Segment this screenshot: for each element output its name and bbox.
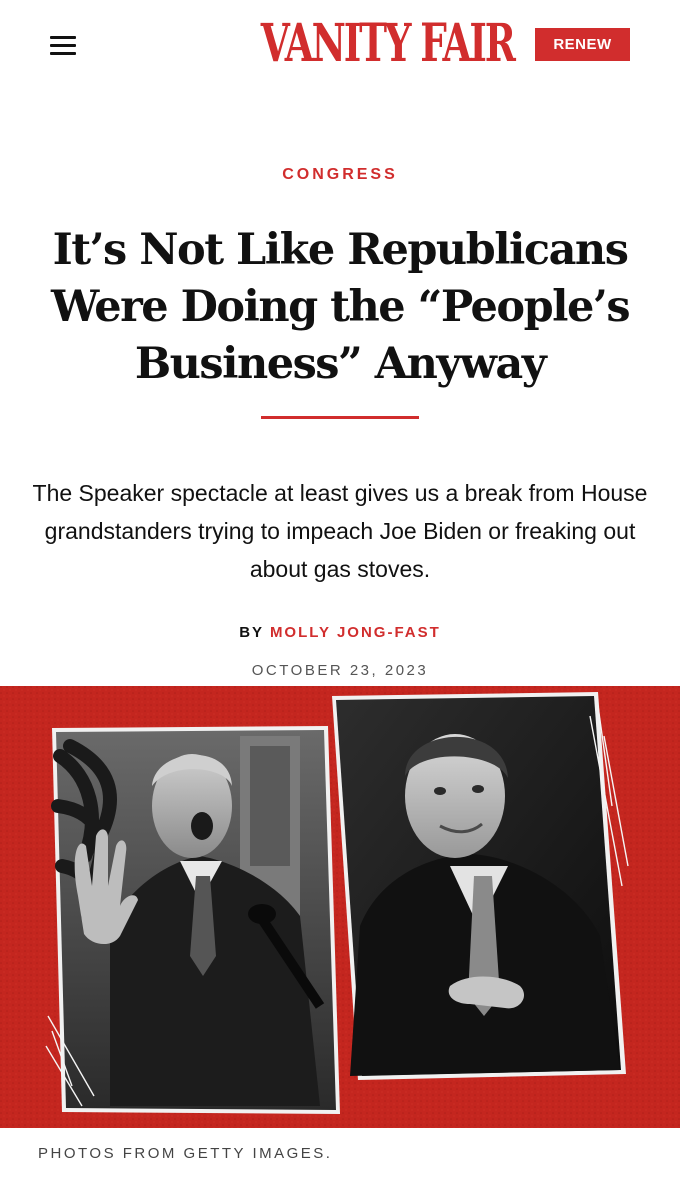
byline xyxy=(0,624,680,641)
hero-collage xyxy=(0,686,680,1128)
publish-date: OCTOBER 23, 2023 xyxy=(251,662,429,679)
section-label[interactable]: CONGRESS xyxy=(282,166,398,183)
headline-divider xyxy=(261,416,419,419)
hamburger-menu-icon[interactable] xyxy=(50,36,76,56)
renew-button[interactable]: RENEW xyxy=(535,28,630,61)
article-headline: It’s Not Like Republicans Were Doing the “People’s Business” Anyway xyxy=(50,225,630,389)
hero-image xyxy=(0,686,680,1128)
left-photo xyxy=(52,726,340,1114)
byline-prefix: BY xyxy=(239,624,264,641)
right-photo xyxy=(332,692,626,1080)
site-header xyxy=(0,0,680,92)
article-dek: The Speaker spectacle at least gives us a break from House grandstanders trying to impeach Joe Biden or freaking out about gas stoves. xyxy=(32,480,648,582)
photo-caption: PHOTOS FROM GETTY IMAGES. xyxy=(38,1145,333,1162)
vanity-fair-logo[interactable]: VANITY FAIR xyxy=(260,13,514,74)
author-link[interactable]: MOLLY JONG-FAST xyxy=(269,624,441,641)
